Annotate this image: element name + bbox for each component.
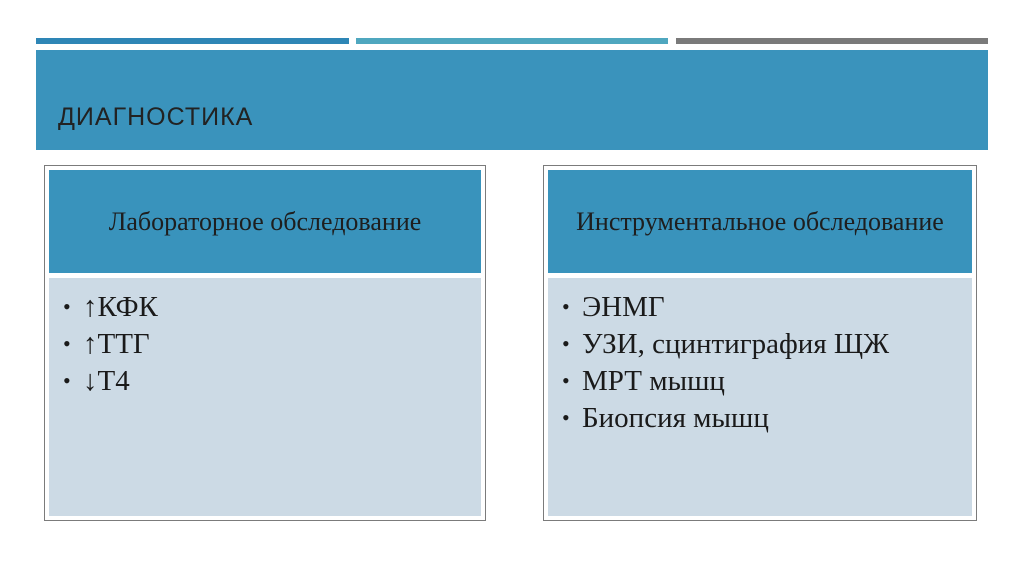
lab-item-text: ↑ТТГ — [83, 328, 150, 360]
lab-item — [59, 366, 471, 396]
slide-title: ДИАГНОСТИКА — [58, 103, 254, 131]
accent-bar-teal — [356, 38, 668, 44]
instr-panel — [543, 165, 977, 521]
accent-bar-gray — [676, 38, 988, 44]
instr-item-text: ЭНМГ — [582, 291, 665, 323]
instr-items-list — [558, 292, 962, 433]
lab-panel — [44, 165, 486, 521]
lab-panel-header: Лабораторное обследование — [49, 170, 481, 273]
instr-item — [558, 292, 962, 322]
lab-item — [59, 292, 471, 322]
instr-item — [558, 329, 962, 359]
lab-item-text: ↑КФК — [83, 291, 158, 323]
bullet-dot-icon: • — [562, 368, 570, 393]
bullet-dot-icon: • — [63, 294, 71, 319]
lab-item-text: ↓Т4 — [83, 365, 130, 397]
bullet-dot-icon: • — [562, 294, 570, 319]
lab-panel-body — [49, 278, 481, 516]
instr-panel-header: Инструментальное обследование — [548, 170, 972, 273]
lab-item — [59, 329, 471, 359]
instr-item-text: МРТ мышц — [582, 365, 725, 397]
bullet-dot-icon: • — [63, 331, 71, 356]
instr-panel-body — [548, 278, 972, 516]
lab-items-list — [59, 292, 471, 396]
bullet-dot-icon: • — [63, 368, 71, 393]
instr-item — [558, 403, 962, 433]
instr-item-text: УЗИ, сцинтиграфия ЩЖ — [582, 328, 890, 360]
accent-bar-blue — [36, 38, 349, 44]
bullet-dot-icon: • — [562, 331, 570, 356]
instr-item — [558, 366, 962, 396]
bullet-dot-icon: • — [562, 405, 570, 430]
title-band — [36, 50, 988, 150]
instr-item-text: Биопсия мышц — [582, 402, 769, 434]
